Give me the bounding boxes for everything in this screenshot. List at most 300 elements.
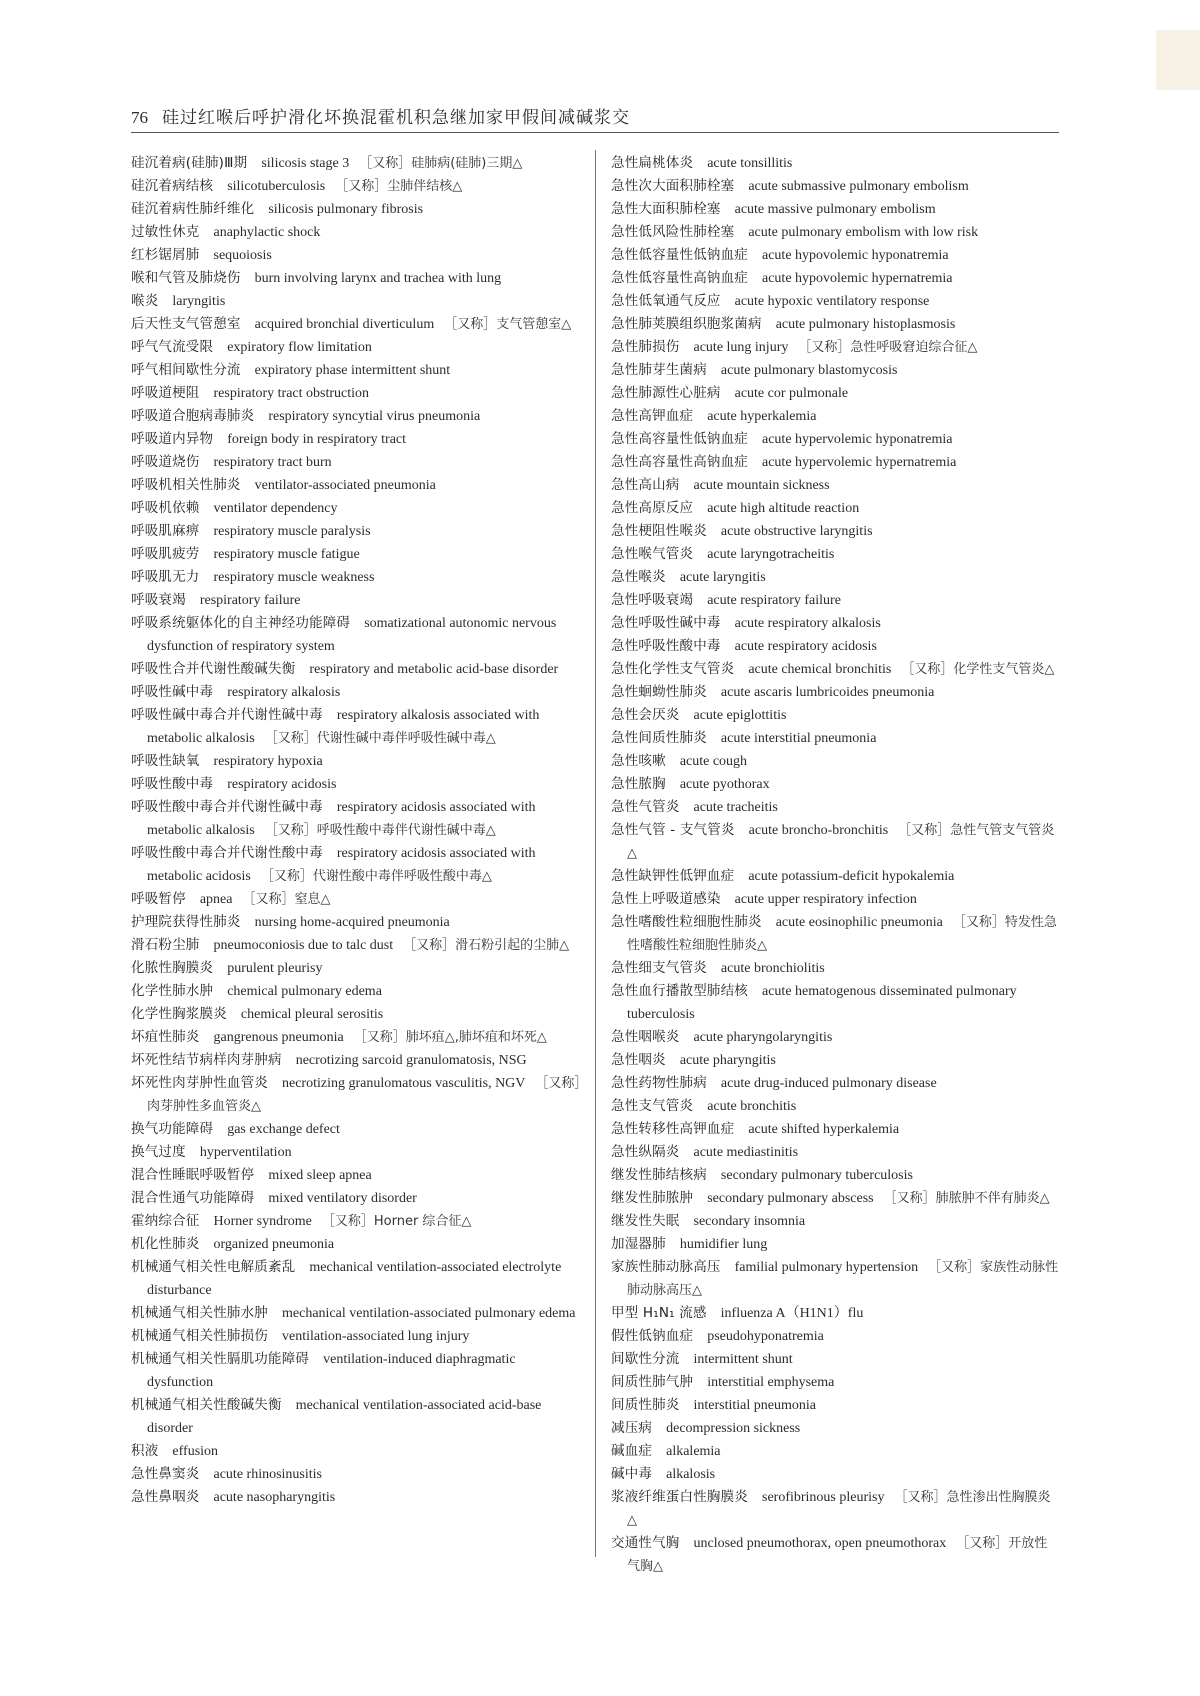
column-divider xyxy=(595,150,596,1557)
term-english: Horner syndrome xyxy=(213,1214,312,1229)
term-english: acute pharyngitis xyxy=(679,1053,776,1068)
glossary-entry xyxy=(611,451,1059,474)
term-chinese: 间质性肺炎 xyxy=(611,1397,680,1413)
term-chinese: 机械通气相关性电解质紊乱 xyxy=(131,1259,296,1275)
term-chinese: 坏死性结节病样肉芽肿病 xyxy=(131,1052,282,1068)
term-english: intermittent shunt xyxy=(693,1352,793,1367)
term-chinese: 呼吸机依赖 xyxy=(131,500,200,516)
glossary-entry xyxy=(611,1187,1059,1210)
glossary-entry xyxy=(611,612,1059,635)
term-english: gas exchange defect xyxy=(227,1122,340,1137)
term-chinese: 急性支气管炎 xyxy=(611,1098,694,1114)
term-english: decompression sickness xyxy=(666,1421,801,1436)
term-alias: ［又称］Horner 综合征△ xyxy=(321,1214,472,1229)
term-english: acute hypovolemic hypernatremia xyxy=(762,271,953,286)
glossary-entry xyxy=(611,152,1059,175)
term-alias: ［又称］肺坏疽△,肺坏疽和坏死△ xyxy=(353,1030,547,1045)
term-chinese: 呼吸性碱中毒 xyxy=(131,684,214,700)
term-chinese: 急性大面积肺栓塞 xyxy=(611,201,721,217)
term-chinese: 减压病 xyxy=(611,1420,653,1436)
glossary-entry xyxy=(131,175,583,198)
glossary-entry xyxy=(131,934,583,957)
glossary-entry xyxy=(611,1348,1059,1371)
term-chinese: 急性咽炎 xyxy=(611,1052,666,1068)
glossary-entry xyxy=(131,1072,583,1118)
term-english: effusion xyxy=(172,1444,219,1459)
glossary-entry xyxy=(131,1003,583,1026)
term-english: acute drug-induced pulmonary disease xyxy=(720,1076,937,1091)
term-chinese: 呼吸肌麻痹 xyxy=(131,523,200,539)
term-alias: ［又称］肺脓肿不伴有肺炎△ xyxy=(883,1191,1050,1206)
page-title: 硅过红喉后呼护滑化坏换混霍机积急继加家甲假间减碱浆交 xyxy=(162,108,630,127)
page-header xyxy=(131,103,1059,133)
term-chinese: 换气过度 xyxy=(131,1144,186,1160)
term-english: chemical pulmonary edema xyxy=(227,984,382,999)
glossary-entry xyxy=(611,382,1059,405)
term-english: acute obstructive laryngitis xyxy=(720,524,873,539)
term-chinese: 呼吸性酸中毒合并代谢性碱中毒 xyxy=(131,799,323,815)
term-chinese: 呼气相间歇性分流 xyxy=(131,362,241,378)
glossary-entry xyxy=(611,681,1059,704)
glossary-entry xyxy=(611,865,1059,888)
term-english: somatizational autonomic nervous dysfunction of respiratory system xyxy=(147,616,557,654)
term-chinese: 急性高山病 xyxy=(611,477,680,493)
term-chinese: 化脓性胸膜炎 xyxy=(131,960,214,976)
term-english: mixed sleep apnea xyxy=(268,1168,372,1183)
term-chinese: 红杉锯屑肺 xyxy=(131,247,200,263)
term-chinese: 呼吸机相关性肺炎 xyxy=(131,477,241,493)
term-chinese: 急性蛔蚴性肺炎 xyxy=(611,684,707,700)
glossary-entry xyxy=(611,796,1059,819)
term-english: acute pharyngolaryngitis xyxy=(693,1030,833,1045)
term-english: acute pulmonary histoplasmosis xyxy=(775,317,956,332)
term-chinese: 呼吸系统躯体化的自主神经功能障碍 xyxy=(131,615,351,631)
term-english: alkalosis xyxy=(666,1467,716,1482)
glossary-entry xyxy=(131,1463,583,1486)
term-english: purulent pleurisy xyxy=(227,961,323,976)
glossary-entry xyxy=(131,750,583,773)
term-alias: ［又称］特发性急性嗜酸性粒细胞性肺炎△ xyxy=(627,915,1057,953)
glossary-entry xyxy=(611,497,1059,520)
term-chinese: 急性缺钾性低钾血症 xyxy=(611,868,735,884)
term-chinese: 急性低容量性低钠血症 xyxy=(611,247,748,263)
term-alias: ［又称］支气管憩室△ xyxy=(444,317,572,332)
term-chinese: 急性药物性肺病 xyxy=(611,1075,707,1091)
glossary-entry xyxy=(131,543,583,566)
glossary-entry xyxy=(131,612,583,658)
glossary-entry xyxy=(611,405,1059,428)
glossary-entry xyxy=(131,1233,583,1256)
term-english: acute broncho-bronchitis xyxy=(748,823,889,838)
glossary-entry xyxy=(611,1440,1059,1463)
glossary-entry xyxy=(611,1164,1059,1187)
term-english: sequoiosis xyxy=(213,248,272,263)
term-chinese: 积液 xyxy=(131,1443,159,1459)
term-english: respiratory muscle paralysis xyxy=(213,524,371,539)
glossary-entry xyxy=(131,1210,583,1233)
glossary-entry xyxy=(131,1049,583,1072)
term-chinese: 换气功能障碍 xyxy=(131,1121,214,1137)
glossary-entry xyxy=(611,1463,1059,1486)
glossary-entry xyxy=(611,244,1059,267)
glossary-entry xyxy=(131,957,583,980)
term-chinese: 急性咽喉炎 xyxy=(611,1029,680,1045)
term-english: acute hyperkalemia xyxy=(707,409,817,424)
term-english: acute shifted hyperkalemia xyxy=(748,1122,900,1137)
term-english: anaphylactic shock xyxy=(213,225,321,240)
glossary-entry xyxy=(611,221,1059,244)
term-english: silicosis pulmonary fibrosis xyxy=(268,202,424,217)
glossary-entry xyxy=(131,888,583,911)
term-alias: ［又称］代谢性酸中毒伴呼吸性酸中毒△ xyxy=(260,869,492,884)
glossary-entry xyxy=(131,1256,583,1302)
term-chinese: 机械通气相关性肺损伤 xyxy=(131,1328,268,1344)
term-english: respiratory hypoxia xyxy=(213,754,323,769)
term-english: acute chemical bronchitis xyxy=(748,662,892,677)
term-english: respiratory and metabolic acid-base disorder xyxy=(309,662,559,677)
term-chinese: 急性肺损伤 xyxy=(611,339,680,355)
term-chinese: 急性气管炎 xyxy=(611,799,680,815)
term-english: respiratory tract obstruction xyxy=(213,386,370,401)
glossary-entry xyxy=(611,911,1059,957)
term-english: unclosed pneumothorax, open pneumothorax xyxy=(693,1536,947,1551)
glossary-entry xyxy=(611,543,1059,566)
term-english: interstitial pneumonia xyxy=(693,1398,816,1413)
term-chinese: 硅沉着病性肺纤维化 xyxy=(131,201,255,217)
term-english: acute pulmonary blastomycosis xyxy=(720,363,898,378)
term-english: acute mountain sickness xyxy=(693,478,830,493)
term-chinese: 急性肺源性心脏病 xyxy=(611,385,721,401)
term-english: acute laryngitis xyxy=(679,570,766,585)
term-chinese: 间质性肺气肿 xyxy=(611,1374,694,1390)
term-english: pneumoconiosis due to talc dust xyxy=(213,938,394,953)
term-english: gangrenous pneumonia xyxy=(213,1030,344,1045)
term-chinese: 急性高钾血症 xyxy=(611,408,694,424)
term-chinese: 继发性失眠 xyxy=(611,1213,680,1229)
term-chinese: 继发性肺结核病 xyxy=(611,1167,707,1183)
term-alias: ［又称］急性呼吸窘迫综合征△ xyxy=(798,340,978,355)
glossary-entry xyxy=(131,773,583,796)
term-chinese: 呼气气流受限 xyxy=(131,339,214,355)
term-chinese: 硅沉着病(硅肺)Ⅲ期 xyxy=(131,155,248,171)
glossary-entry xyxy=(131,497,583,520)
term-english: silicosis stage 3 xyxy=(261,156,350,171)
term-chinese: 急性低氧通气反应 xyxy=(611,293,721,309)
glossary-entry xyxy=(611,520,1059,543)
term-chinese: 呼吸性酸中毒合并代谢性酸中毒 xyxy=(131,845,323,861)
glossary-entry xyxy=(131,520,583,543)
term-chinese: 急性转移性高钾血症 xyxy=(611,1121,735,1137)
glossary-entry xyxy=(611,1095,1059,1118)
term-chinese: 急性鼻咽炎 xyxy=(131,1489,200,1505)
term-english: humidifier lung xyxy=(679,1237,768,1252)
glossary-entry xyxy=(131,1440,583,1463)
term-english: acute eosinophilic pneumonia xyxy=(775,915,943,930)
term-chinese: 急性上呼吸道感染 xyxy=(611,891,721,907)
term-alias: ［又称］化学性支气管炎△ xyxy=(901,662,1055,677)
term-chinese: 呼吸道梗阻 xyxy=(131,385,200,401)
term-english: acute rhinosinusitis xyxy=(213,1467,322,1482)
glossary-entry xyxy=(611,635,1059,658)
term-chinese: 滑石粉尘肺 xyxy=(131,937,200,953)
term-alias: ［又称］急性气管支气管炎△ xyxy=(627,823,1055,861)
term-chinese: 呼吸性缺氧 xyxy=(131,753,200,769)
term-english: respiratory alkalosis xyxy=(227,685,341,700)
term-alias: ［又称］代谢性碱中毒伴呼吸性碱中毒△ xyxy=(264,731,496,746)
term-english: laryngitis xyxy=(172,294,226,309)
term-english: acquired bronchial diverticulum xyxy=(254,317,435,332)
glossary-entry xyxy=(131,681,583,704)
term-english: familial pulmonary hypertension xyxy=(734,1260,919,1275)
glossary-entry xyxy=(131,382,583,405)
term-english: pseudohyponatremia xyxy=(707,1329,824,1344)
glossary-entry xyxy=(611,198,1059,221)
glossary-entry xyxy=(611,313,1059,336)
term-alias: ［又称］窒息△ xyxy=(242,892,331,907)
term-chinese: 机化性肺炎 xyxy=(131,1236,200,1252)
term-english: mechanical ventilation-associated pulmonary edema xyxy=(282,1306,576,1321)
term-chinese: 化学性肺水肿 xyxy=(131,983,214,999)
term-english: acute pulmonary embolism with low risk xyxy=(748,225,979,240)
term-english: acute submassive pulmonary embolism xyxy=(748,179,969,194)
term-chinese: 急性喉炎 xyxy=(611,569,666,585)
term-chinese: 急性鼻窦炎 xyxy=(131,1466,200,1482)
glossary-entry xyxy=(131,1486,583,1509)
term-chinese: 喉炎 xyxy=(131,293,159,309)
term-chinese: 喉和气管及肺烧伤 xyxy=(131,270,241,286)
term-english: apnea xyxy=(199,892,233,907)
glossary-entry xyxy=(131,589,583,612)
term-chinese: 急性呼吸衰竭 xyxy=(611,592,694,608)
term-english: silicotuberculosis xyxy=(227,179,326,194)
glossary-entry xyxy=(611,957,1059,980)
term-english: acute upper respiratory infection xyxy=(734,892,917,907)
glossary-entry xyxy=(611,1072,1059,1095)
term-english: mixed ventilatory disorder xyxy=(268,1191,417,1206)
term-english: nursing home-acquired pneumonia xyxy=(254,915,450,930)
glossary-entry xyxy=(131,566,583,589)
term-chinese: 交通性气胸 xyxy=(611,1535,680,1551)
term-english: expiratory flow limitation xyxy=(227,340,372,355)
term-chinese: 护理院获得性肺炎 xyxy=(131,914,241,930)
glossary-entry xyxy=(131,1394,583,1440)
glossary-entry xyxy=(611,267,1059,290)
term-alias: ［又称］肉芽肿性多血管炎△ xyxy=(147,1076,581,1114)
term-english: mechanical ventilation-associated acid-base disorder xyxy=(147,1398,542,1436)
glossary-entry xyxy=(131,451,583,474)
term-chinese: 急性低容量性高钠血症 xyxy=(611,270,748,286)
term-english: expiratory phase intermittent shunt xyxy=(254,363,451,378)
term-chinese: 急性低风险性肺栓塞 xyxy=(611,224,735,240)
term-chinese: 呼吸暂停 xyxy=(131,891,186,907)
glossary-entry xyxy=(611,589,1059,612)
glossary-entry xyxy=(131,1325,583,1348)
term-chinese: 急性呼吸性碱中毒 xyxy=(611,615,721,631)
term-english: interstitial emphysema xyxy=(707,1375,835,1390)
term-english: respiratory tract burn xyxy=(213,455,332,470)
term-chinese: 急性高原反应 xyxy=(611,500,694,516)
glossary-entry xyxy=(611,1049,1059,1072)
term-chinese: 急性血行播散型肺结核 xyxy=(611,983,748,999)
term-chinese: 假性低钠血症 xyxy=(611,1328,694,1344)
glossary-entry xyxy=(611,566,1059,589)
term-chinese: 坏疽性肺炎 xyxy=(131,1029,200,1045)
term-english: acute potassium-deficit hypokalemia xyxy=(748,869,955,884)
term-english: acute cough xyxy=(679,754,748,769)
term-english: acute respiratory acidosis xyxy=(734,639,877,654)
term-chinese: 呼吸性碱中毒合并代谢性碱中毒 xyxy=(131,707,323,723)
term-english: burn involving larynx and trachea with lung xyxy=(254,271,502,286)
glossary-entry xyxy=(611,658,1059,681)
term-chinese: 霍纳综合征 xyxy=(131,1213,200,1229)
term-english: acute nasopharyngitis xyxy=(213,1490,336,1505)
term-english: acute hypervolemic hyponatremia xyxy=(762,432,953,447)
glossary-entry xyxy=(611,175,1059,198)
glossary-entry xyxy=(131,359,583,382)
term-chinese: 家族性肺动脉高压 xyxy=(611,1259,721,1275)
term-chinese: 间歇性分流 xyxy=(611,1351,680,1367)
glossary-entry xyxy=(131,1302,583,1325)
glossary-entry xyxy=(611,1394,1059,1417)
term-chinese: 急性扁桃体炎 xyxy=(611,155,694,171)
term-english: respiratory muscle fatigue xyxy=(213,547,360,562)
term-english: acute bronchitis xyxy=(707,1099,797,1114)
term-chinese: 混合性通气功能障碍 xyxy=(131,1190,255,1206)
glossary-entry xyxy=(131,267,583,290)
term-english: acute hypovolemic hyponatremia xyxy=(762,248,949,263)
term-chinese: 机械通气相关性肺水肿 xyxy=(131,1305,268,1321)
term-english: acute laryngotracheitis xyxy=(707,547,835,562)
term-chinese: 甲型 H₁N₁ 流感 xyxy=(611,1305,707,1321)
term-chinese: 硅沉着病结核 xyxy=(131,178,214,194)
term-english: acute cor pulmonale xyxy=(734,386,849,401)
term-chinese: 碱血症 xyxy=(611,1443,653,1459)
glossary-entry xyxy=(131,1118,583,1141)
term-chinese: 呼吸肌疲劳 xyxy=(131,546,200,562)
term-english: acute massive pulmonary embolism xyxy=(734,202,936,217)
glossary-entry xyxy=(611,727,1059,750)
term-english: alkalemia xyxy=(666,1444,721,1459)
term-english: acute hypervolemic hypernatremia xyxy=(762,455,957,470)
term-chinese: 急性化学性支气管炎 xyxy=(611,661,735,677)
glossary-entry xyxy=(131,405,583,428)
glossary-entry xyxy=(611,980,1059,1026)
term-chinese: 浆液纤维蛋白性胸膜炎 xyxy=(611,1489,748,1505)
term-english: respiratory alkalosis associated with metabolic alkalosis xyxy=(147,708,540,746)
term-chinese: 机械通气相关性膈肌功能障碍 xyxy=(131,1351,310,1367)
term-chinese: 机械通气相关性酸碱失衡 xyxy=(131,1397,282,1413)
glossary-entry xyxy=(131,313,583,336)
term-english: organized pneumonia xyxy=(213,1237,335,1252)
term-chinese: 急性肺荚膜组织胞浆菌病 xyxy=(611,316,762,332)
term-english: necrotizing sarcoid granulomatosis, NSG xyxy=(295,1053,527,1068)
left-column xyxy=(131,152,583,1509)
glossary-entry xyxy=(131,290,583,313)
term-chinese: 急性会厌炎 xyxy=(611,707,680,723)
term-english: acute bronchiolitis xyxy=(720,961,825,976)
term-english: influenza A（H1N1）flu xyxy=(720,1306,864,1321)
glossary-entry xyxy=(611,1371,1059,1394)
term-chinese: 呼吸道合胞病毒肺炎 xyxy=(131,408,255,424)
glossary-entry xyxy=(131,428,583,451)
glossary-entry xyxy=(611,888,1059,911)
term-english: acute hypoxic ventilatory response xyxy=(734,294,930,309)
term-english: secondary insomnia xyxy=(693,1214,806,1229)
glossary-entry xyxy=(611,1486,1059,1532)
term-english: serofibrinous pleurisy xyxy=(762,1490,885,1505)
term-english: acute respiratory alkalosis xyxy=(734,616,881,631)
term-chinese: 急性次大面积肺栓塞 xyxy=(611,178,735,194)
glossary-entry xyxy=(131,980,583,1003)
glossary-entry xyxy=(611,1233,1059,1256)
glossary-entry xyxy=(611,819,1059,865)
term-english: necrotizing granulomatous vasculitis, NGV xyxy=(282,1076,526,1091)
term-chinese: 急性细支气管炎 xyxy=(611,960,707,976)
glossary-entry xyxy=(131,796,583,842)
term-english: foreign body in respiratory tract xyxy=(227,432,407,447)
glossary-entry xyxy=(131,658,583,681)
term-english: acute mediastinitis xyxy=(693,1145,799,1160)
term-english: ventilator dependency xyxy=(213,501,338,516)
glossary-entry xyxy=(131,474,583,497)
corner-tab-mark xyxy=(1156,30,1200,90)
term-english: acute high altitude reaction xyxy=(707,501,860,516)
term-alias: ［又称］尘肺伴结核△ xyxy=(335,179,463,194)
term-chinese: 急性脓胸 xyxy=(611,776,666,792)
term-alias: ［又称］开放性气胸△ xyxy=(627,1536,1048,1574)
glossary-entry xyxy=(131,244,583,267)
term-english: respiratory muscle weakness xyxy=(213,570,375,585)
term-chinese: 急性喉气管炎 xyxy=(611,546,694,562)
term-chinese: 急性嗜酸性粒细胞性肺炎 xyxy=(611,914,762,930)
term-alias: ［又称］急性渗出性胸膜炎△ xyxy=(627,1490,1051,1528)
term-chinese: 急性咳嗽 xyxy=(611,753,666,769)
term-english: secondary pulmonary abscess xyxy=(707,1191,874,1206)
glossary-entry xyxy=(131,336,583,359)
term-chinese: 急性高容量性低钠血症 xyxy=(611,431,748,447)
glossary-entry xyxy=(611,428,1059,451)
term-english: acute pyothorax xyxy=(679,777,770,792)
term-chinese: 呼吸性酸中毒 xyxy=(131,776,214,792)
glossary-entry xyxy=(131,704,583,750)
glossary-entry xyxy=(611,1210,1059,1233)
term-english: respiratory acidosis associated with metabolic alkalosis xyxy=(147,800,536,838)
term-english: acute tracheitis xyxy=(693,800,778,815)
glossary-entry xyxy=(131,842,583,888)
glossary-entry xyxy=(611,1532,1059,1578)
term-alias: ［又称］家族性动脉性肺动脉高压△ xyxy=(627,1260,1059,1298)
term-english: acute ascaris lumbricoides pneumonia xyxy=(720,685,935,700)
term-chinese: 混合性睡眠呼吸暂停 xyxy=(131,1167,255,1183)
term-chinese: 呼吸道烧伤 xyxy=(131,454,200,470)
term-english: hyperventilation xyxy=(199,1145,292,1160)
term-english: acute respiratory failure xyxy=(707,593,841,608)
glossary-entry xyxy=(131,1026,583,1049)
glossary-entry xyxy=(131,1187,583,1210)
term-chinese: 急性呼吸性酸中毒 xyxy=(611,638,721,654)
glossary-entry xyxy=(611,704,1059,727)
glossary-entry xyxy=(131,198,583,221)
glossary-entry xyxy=(131,1348,583,1394)
glossary-entry xyxy=(611,773,1059,796)
term-chinese: 急性气管 - 支气管炎 xyxy=(611,822,735,838)
glossary-entry xyxy=(611,1118,1059,1141)
page-number: 76 xyxy=(131,108,148,127)
term-chinese: 化学性胸浆膜炎 xyxy=(131,1006,227,1022)
term-chinese: 坏死性肉芽肿性血管炎 xyxy=(131,1075,268,1091)
term-chinese: 呼吸肌无力 xyxy=(131,569,200,585)
term-chinese: 急性肺芽生菌病 xyxy=(611,362,707,378)
